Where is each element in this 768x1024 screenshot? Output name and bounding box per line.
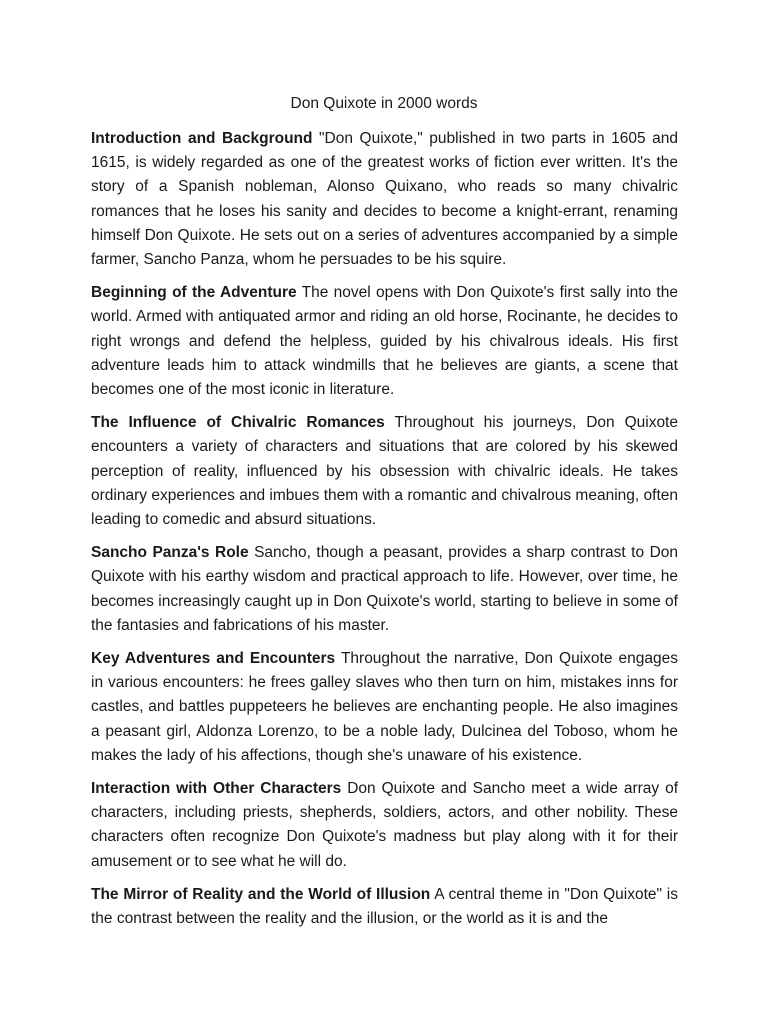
document-title: Don Quixote in 2000 words xyxy=(290,95,478,112)
section-text: Throughout his journeys, Don Quixote encounters a variety of characters and situations that are colored by his skewed perception of reality, influenced by his obsession with chivalric ideals. He takes ordinary experiences and imbues them with a romantic and chivalrous meaning, often leading to comedic and absurd situations. xyxy=(91,414,678,529)
section-text: Sancho, though a peasant, provides a sharp contrast to Don Quixote with his earthy wisdom and practical approach to life. However, over time, he becomes increasingly caught up in Don Quixote's world, starting to believe in some of the fantasies and fabrications of his master. xyxy=(91,544,679,634)
section-sancho xyxy=(91,541,678,638)
section-heading: Introduction and Background xyxy=(91,130,313,147)
section-heading: Sancho Panza's Role xyxy=(91,544,249,562)
section-text: A central theme in "Don Quixote" is the contrast between the reality and the illusion, or the world as it is and the xyxy=(91,885,678,928)
section-heading: The Mirror of Reality and the World of Illusion xyxy=(91,885,431,903)
section-adventures xyxy=(91,647,678,768)
section-text: Throughout the narrative, Don Quixote engages in various encounters: he frees galley slaves who then turn on him, mistakes inns for castles, and battles puppeteers he believes are enchanting people. He also imagines a peasant girl, Aldonza Lorenzo, to be a noble lady, Dulcinea del Toboso, whom he makes the lady of his affections, though she's unaware of his existence. xyxy=(91,650,679,764)
section-beginning xyxy=(91,281,678,402)
section-heading: The Influence of Chivalric Romances xyxy=(91,414,385,432)
section-heading: Beginning of the Adventure xyxy=(91,284,297,302)
section-characters xyxy=(91,777,678,874)
section-heading: Key Adventures and Encounters xyxy=(91,650,336,668)
section-mirror xyxy=(91,883,678,931)
section-introduction xyxy=(91,127,678,272)
document-body xyxy=(91,127,678,940)
section-text: "Don Quixote," published in two parts in 1605 and 1615, is widely regarded as one of the greatest works of fiction ever written. It's the story of a Spanish nobleman, Alonso Quixano, who reads so many chivalric romances that he loses his sanity and decides to become a knight-errant, renaming himself Don Quixote. He sets out on a series of adventures accompanied by a simple farmer, Sancho Panza, whom he persuades to be his squire. xyxy=(91,130,679,269)
section-heading: Interaction with Other Characters xyxy=(91,780,342,798)
section-text: The novel opens with Don Quixote's first sally into the world. Armed with antiquated armor and riding an old horse, Rocinante, he decides to right wrongs and defend the helpless, guided by his chivalrous ideals. His first adventure leads him to attack windmills that he believes are giants, a scene that becomes one of the most iconic in literature. xyxy=(91,284,678,399)
section-text: Don Quixote and Sancho meet a wide array of characters, including priests, shepherds, soldiers, actors, and other nobility. These characters often recognize Don Quixote's madness but play along with it for their amusement or to see what he will do. xyxy=(91,780,678,870)
section-influence xyxy=(91,411,678,532)
